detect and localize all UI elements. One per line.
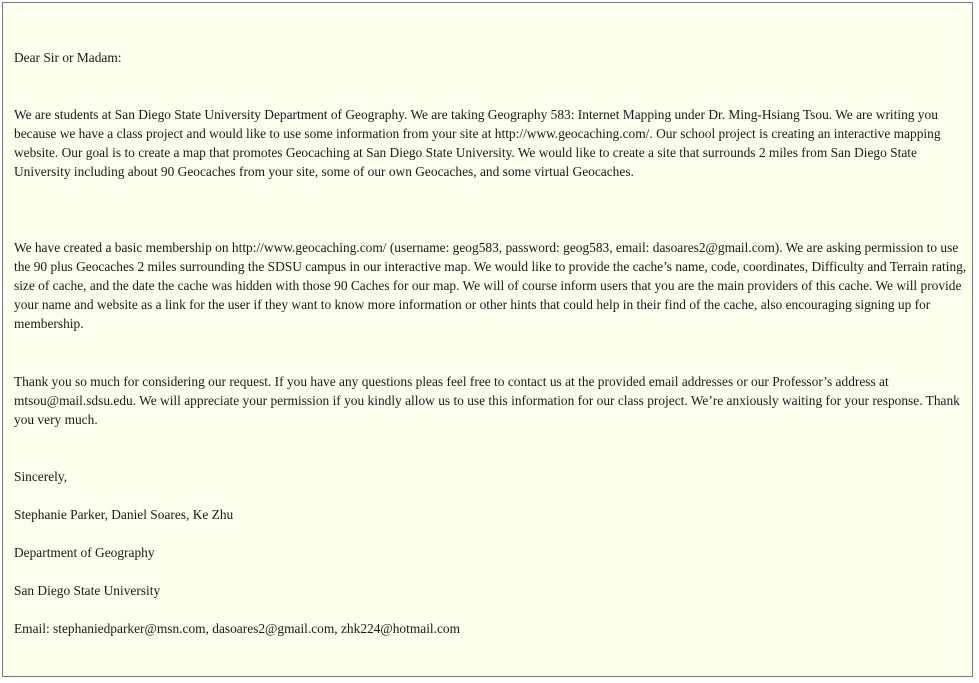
salutation: Dear Sir or Madam: — [14, 50, 122, 65]
signature-names: Stephanie Parker, Daniel Soares, Ke Zhu — [14, 507, 234, 522]
paragraph-introduction: We are students at San Diego State University Department of Geography. We are taking Geography 583: Internet Mapping under Dr. Ming-Hsiang Tsou. We are writing you because we have a class project and would like to use some information from your site at http://www.geocaching.com/. Our school project is creating an interactive mapping website. Our goal is to create a map that promotes Geocaching at San Diego State University. We would like to create a site that surrounds 2 miles from San Diego State University including about 90 Geocaches from your site, some of our own Geocaches, and some virtual Geocaches. — [14, 107, 941, 179]
signature-emails: Email: stephaniedparker@msn.com, dasoares2@gmail.com, zhk224@hotmail.com — [14, 621, 461, 636]
signature-department: Department of Geography — [14, 545, 155, 560]
letter-container — [2, 2, 973, 677]
paragraph-thanks: Thank you so much for considering our request. If you have any questions pleas feel free to contact us at the provided email addresses or our Professor’s address at mtsou@mail.sdsu.edu. We will appreciate your permission if you kindly allow us to use this information for our class project. We’re anxiously waiting for your response. Thank you very much. — [14, 374, 960, 427]
paragraph-request: We have created a basic membership on http://www.geocaching.com/ (username: geog583, password: geog583, email: dasoares2@gmail.com). We are asking permission to use the 90 plus Geocaches 2 miles surrounding the SDSU campus in our interactive map. We would like to provide the cache’s name, code, coordinates, Difficulty and Terrain rating, size of cache, and the date the cache was hidden with those 90 Caches for our map. We will of course inform users that you are the main providers of this cache. We will provide your name and website as a link for the user if they want to know more information or other hints that could help in their find of the cache, also encouraging signing up for membership. — [14, 240, 967, 331]
signature-university: San Diego State University — [14, 583, 161, 598]
closing: Sincerely, — [14, 469, 68, 484]
